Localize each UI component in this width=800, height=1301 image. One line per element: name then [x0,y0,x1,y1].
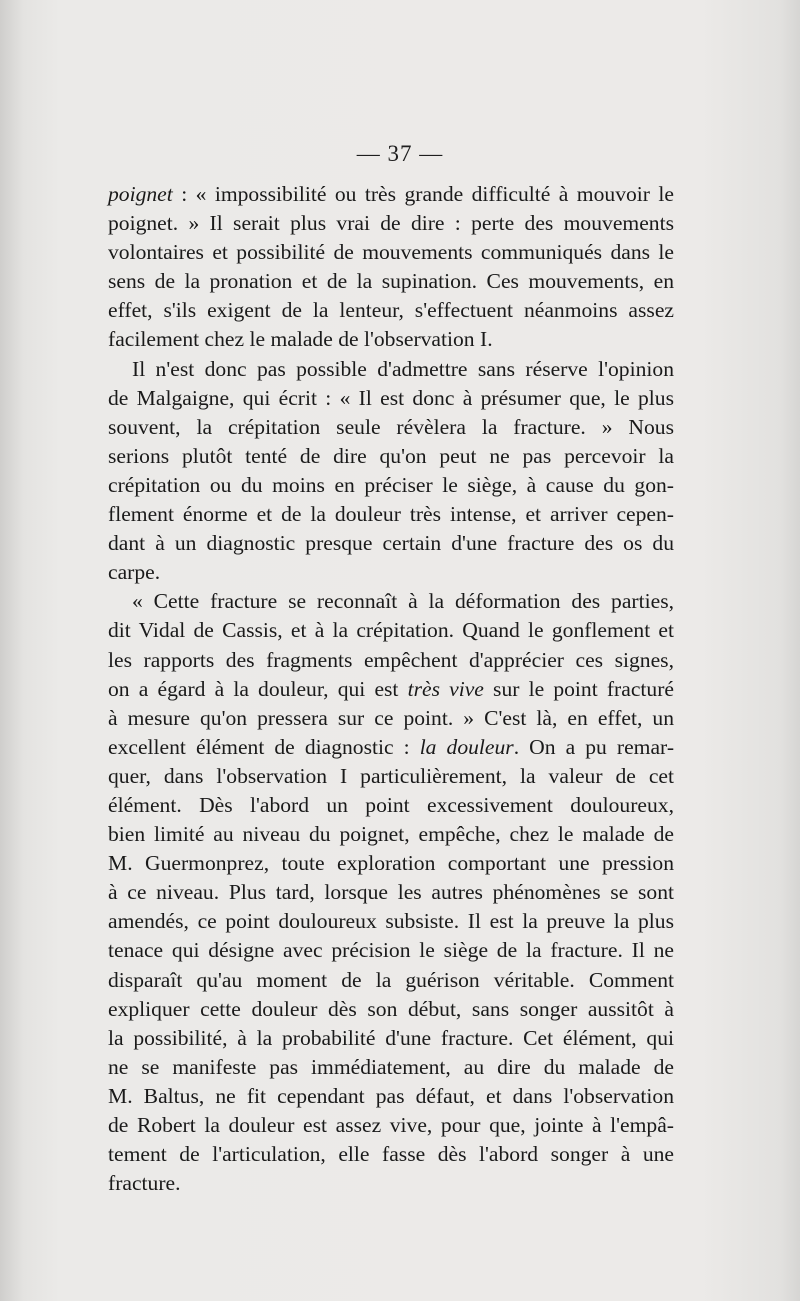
text-line [108,238,674,267]
text-line [108,791,674,820]
text-line [108,558,674,587]
text-line [108,529,674,558]
text-line [108,267,674,296]
text-line [108,966,674,995]
text-line [108,180,674,209]
text-segment: « Cette fracture se reconnaît à la déformation des parties, [132,589,674,614]
italic-text: la douleur [419,734,514,759]
text-segment: Il n'est donc pas possible d'admettre sans réserve l'opinion [132,356,674,381]
text-line [108,675,674,704]
text-segment: : « impossibilité ou très grande difficulté à mouvoir le [172,182,674,206]
text-segment: poignet. » Il serait plus vrai de dire : perte des mouvements [108,211,674,236]
paragraph [108,355,674,588]
text-line [108,820,674,849]
text-segment: sur le point fracturé [483,676,674,701]
text-segment: sens de la pronation et de la supination. Ces mouvements, en [108,269,674,294]
text-segment: dit Vidal de Cassis, et à la crépitation. Quand le gonflement et [108,618,674,643]
text-segment: tenace qui désigne avec précision le siège de la fracture. Il ne [108,938,674,963]
text-line [108,1169,674,1198]
text-line [108,413,674,442]
text-segment: flement énorme et de la douleur très intense, et arriver cepen- [108,502,674,527]
text-segment: bien limité au niveau du poignet, empêche, chez le malade de [108,822,674,847]
text-segment: on a égard à la douleur, qui est [108,676,408,701]
text-segment: . On a pu remar- [513,734,675,759]
text-segment: à ce niveau. Plus tard, lorsque les autres phénomènes se sont [108,880,674,905]
text-line [108,733,674,762]
text-segment: à mesure qu'on pressera sur ce point. » C'est là, en effet, un [108,705,674,730]
text-segment: élément. Dès l'abord un point excessivement douloureux, [108,792,674,817]
text-line [108,587,674,616]
text-line [108,355,674,384]
text-line [108,995,674,1024]
text-line [108,209,674,238]
text-line [108,500,674,529]
text-segment: tement de l'articulation, elle fasse dès l'abord songer à une [108,1142,674,1167]
text-line [108,442,674,471]
text-line [108,646,674,675]
text-segment: disparaît qu'au moment de la guérison véritable. Comment [108,967,674,992]
text-segment: de Malgaigne, qui écrit : « Il est donc à présumer que, le plus [108,385,674,410]
italic-text: poignet [108,182,173,206]
text-segment: dant à un diagnostic presque certain d'une fracture des os du [108,531,674,556]
text-line [108,1082,674,1111]
text-line [108,1053,674,1082]
text-segment: amendés, ce point douloureux subsiste. Il est la preuve la plus [108,909,674,934]
text-line [108,325,674,354]
text-segment: quer, dans l'observation I particulièrement, la valeur de cet [108,763,674,788]
text-segment: M. Guermonprez, toute exploration comportant une pression [108,851,674,876]
text-segment: effet, s'ils exigent de la lenteur, s'effectuent néanmoins assez [108,298,674,323]
text-segment: excellent élément de diagnostic : [108,734,420,759]
text-line [108,296,674,325]
text-line [108,471,674,500]
text-segment: la possibilité, à la probabilité d'une fracture. Cet élément, qui [108,1025,674,1050]
text-segment: fracture. [108,1171,181,1196]
text-segment: carpe. [108,560,161,585]
text-segment: de Robert la douleur est assez vive, pour que, jointe à l'empâ- [108,1113,674,1137]
paragraph [108,180,674,355]
text-line [108,936,674,965]
text-line [108,384,674,413]
text-segment: les rapports des fragments empêchent d'apprécier ces signes, [108,647,674,672]
italic-text: très vive [407,676,484,701]
text-line [108,1140,674,1169]
text-segment: volontaires et possibilité de mouvements communiqués dans le [108,240,674,265]
text-line [108,878,674,907]
text-line [108,1111,674,1140]
text-segment: ne se manifeste pas immédiatement, au dire du malade de [108,1054,674,1079]
text-segment: serions plutôt tenté de dire qu'on peut ne pas percevoir la [108,443,674,468]
text-segment: souvent, la crépitation seule révèlera la fracture. » Nous [108,414,674,439]
text-line [108,907,674,936]
body-text [108,180,674,1198]
text-line [108,704,674,733]
text-line [108,849,674,878]
text-segment: expliquer cette douleur dès son début, sans songer aussitôt à [108,996,674,1021]
page-number: — 37 — [356,141,444,166]
text-line [108,762,674,791]
text-segment: facilement chez le malade de l'observation I. [108,327,493,352]
text-segment: M. Baltus, ne fit cependant pas défaut, et dans l'observation [108,1083,674,1108]
text-line [108,1024,674,1053]
text-line [108,616,674,645]
text-segment: crépitation ou du moins en préciser le siège, à cause du gon- [108,472,674,497]
paragraph [108,587,674,1198]
